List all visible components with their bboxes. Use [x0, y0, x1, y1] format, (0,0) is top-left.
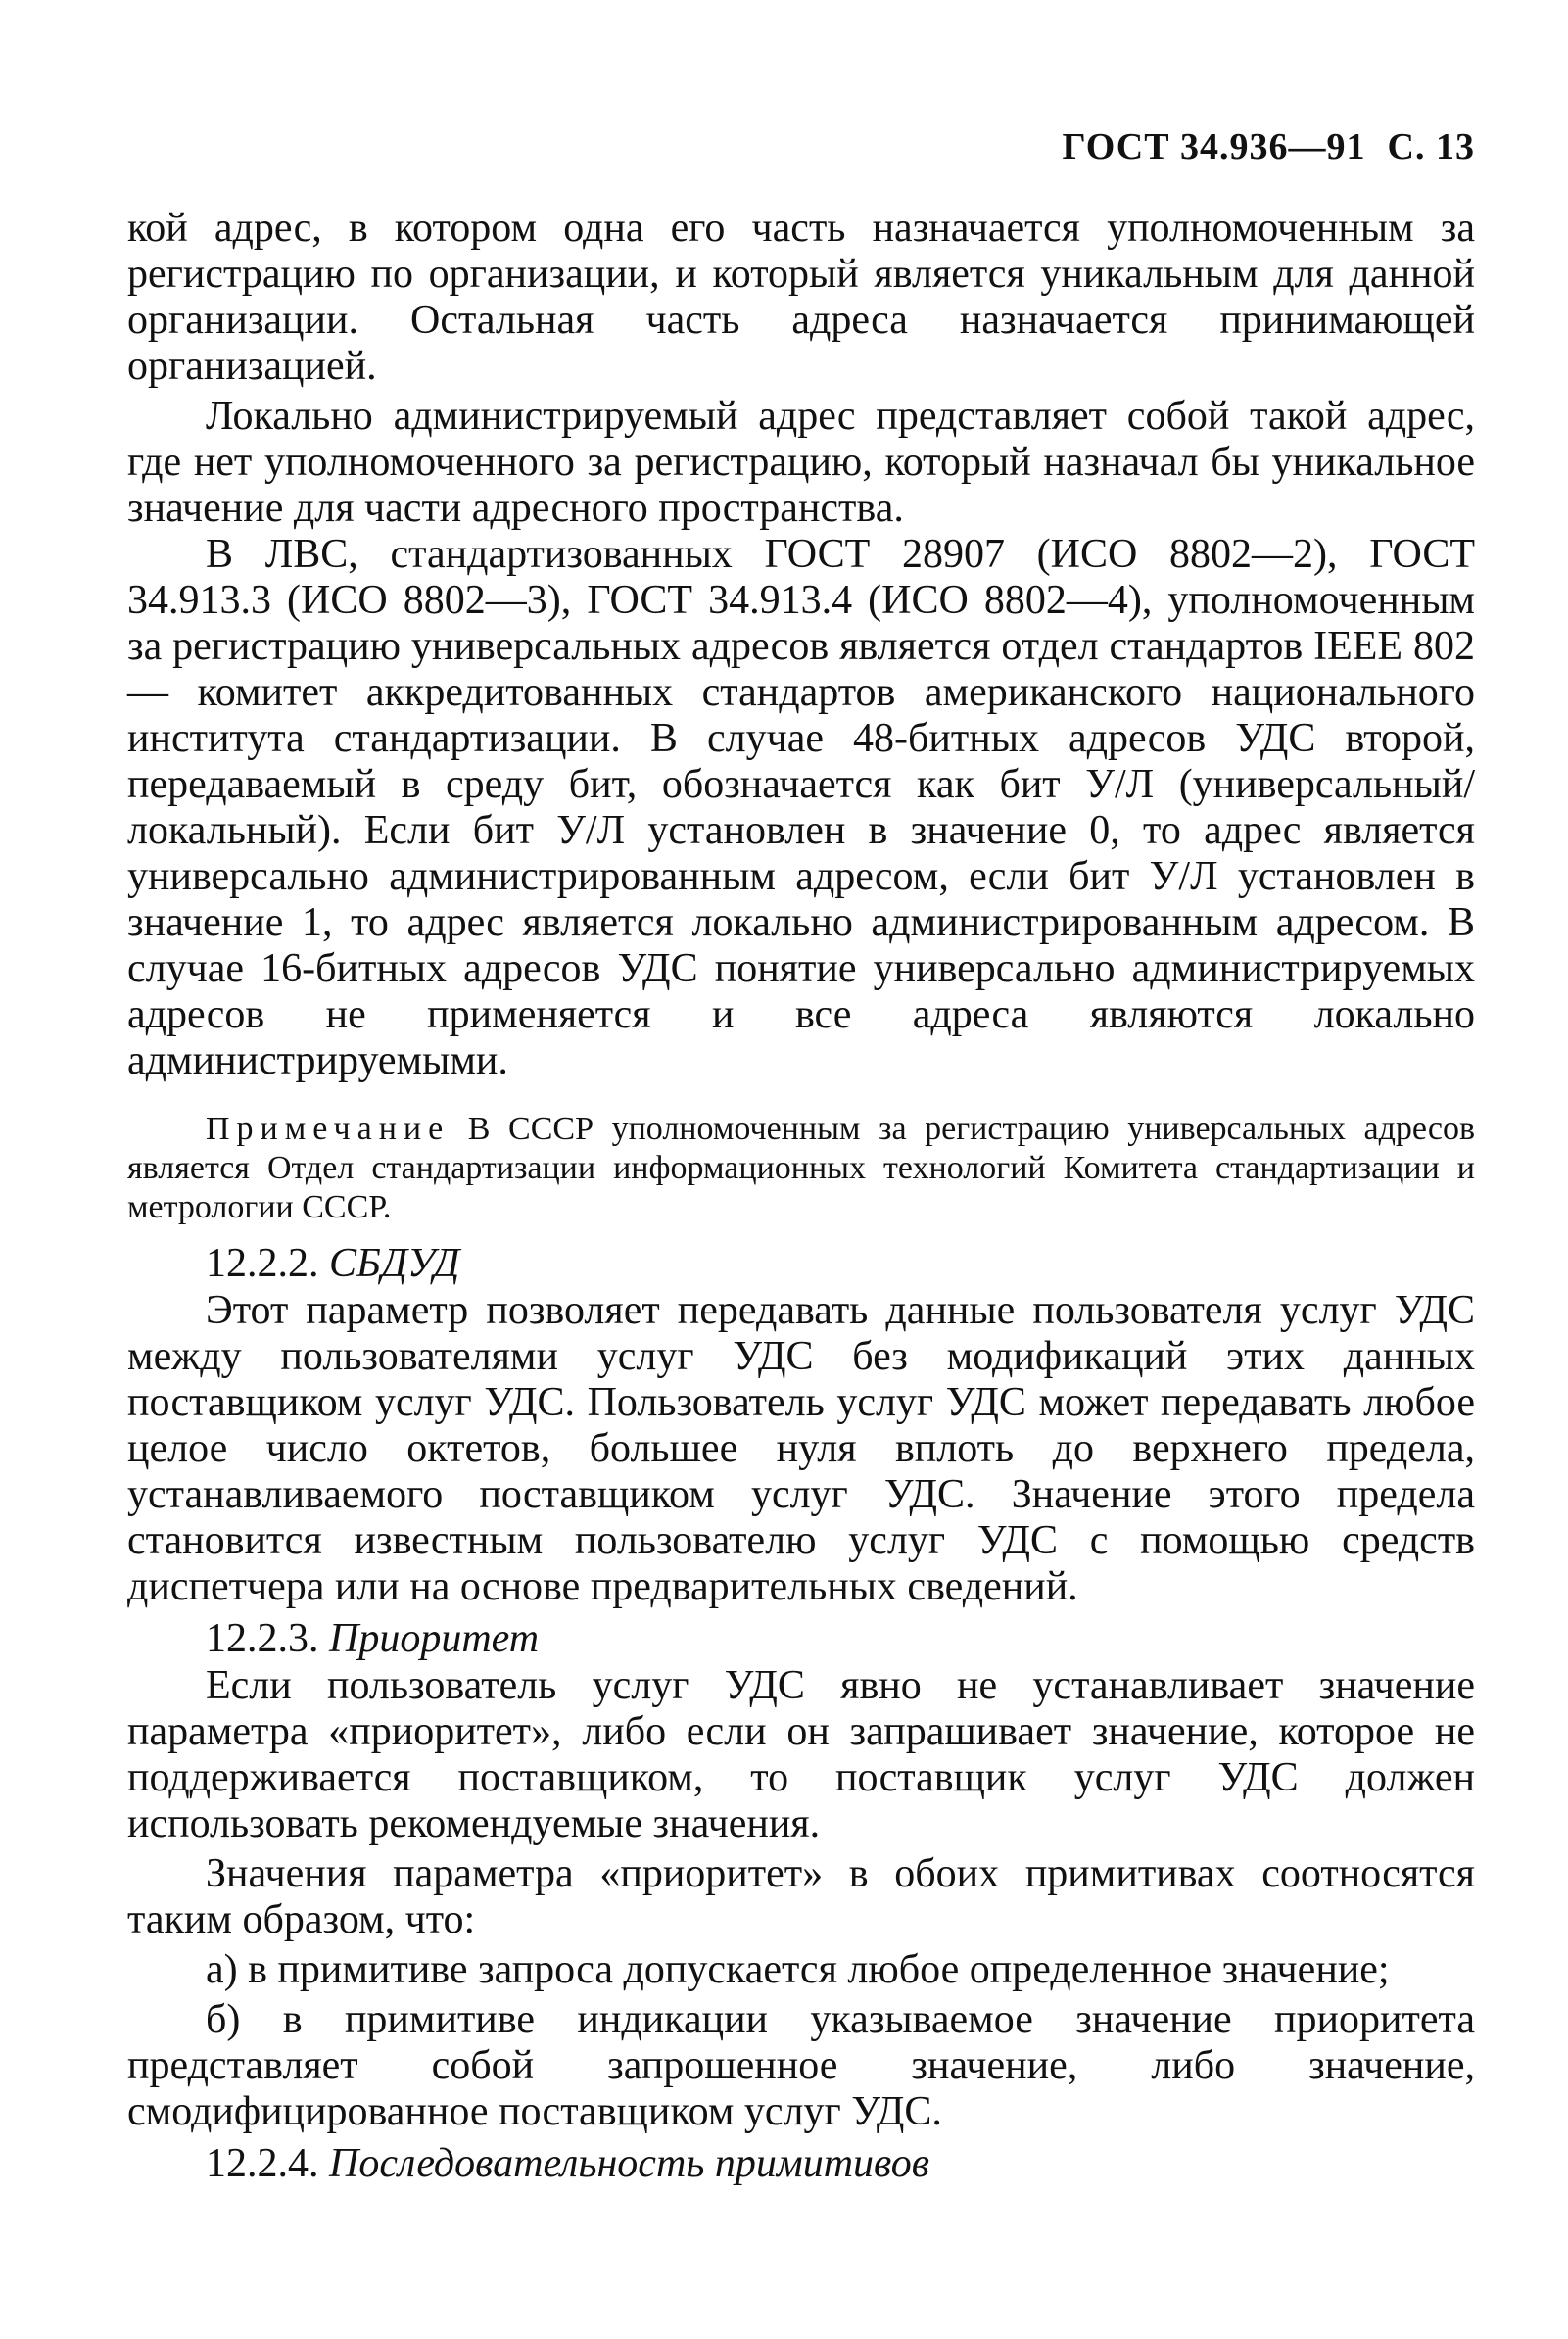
section-heading-12-2-3 [127, 1614, 1475, 1663]
standard-designation: ГОСТ 34.936—91 [1062, 126, 1366, 167]
list-item-b: б) в примитиве индикации указываемое значение приоритета представляет собой запрошенное значение, либо значение, смодифицированное поставщиком услуг УДС. [127, 1997, 1475, 2134]
section-title: СБДУД [329, 1241, 460, 1286]
section-number: 12.2.4. [206, 2141, 319, 2186]
page-number: С. 13 [1387, 126, 1475, 167]
note-text: В СССР уполномоченным за регистрацию универсальных адресов является Отдел стандартизации информационных технологий Комитета стандартизации и метрологии СССР. [127, 1111, 1476, 1225]
page-header [1063, 125, 1476, 168]
note [127, 1110, 1475, 1227]
section-heading-12-2-4 [127, 2139, 1475, 2188]
paragraph-local-address: Локально администрируемый адрес представляет собой такой адрес, где нет уполномоченного за регистрацию, который назначал бы уникальное значение для части адресного пространства. [127, 394, 1475, 531]
note-label: Примечание [206, 1111, 451, 1147]
page-body [127, 206, 1475, 2188]
list-item-a: а) в примитиве запроса допускается любое определенное значение; [206, 1947, 1390, 1992]
paragraph-continuation: кой адрес, в котором одна его часть назначается уполномоченным за регистрацию по организации, и который является уникальным для данной организации. Остальная часть адреса назначается принимающей организацией. [127, 206, 1475, 389]
paragraph-sbdud: Этот параметр позволяет передавать данные пользователя услуг УДС между пользователями услуг УДС без модификаций этих данных поставщиком услуг УДС. Пользователь услуг УДС может передавать любое целое число октетов, большее нуля вплоть до верхнего предела, устанавливаемого поставщиком услуг УДС. Значение этого предела становится известным пользователю услуг УДС с помощью средств диспетчера или на основе предварительных сведений. [127, 1288, 1475, 1609]
paragraph-priority-default: Если пользователь услуг УДС явно не устанавливает значение параметра «приоритет», либо если он запрашивает значение, которое не поддерживается поставщиком, то поставщик услуг УДС должен использовать рекомендуемые значения. [127, 1663, 1475, 1846]
paragraph-lan-standards: В ЛВС, стандартизованных ГОСТ 28907 (ИСО 8802—2), ГОСТ 34.913.3 (ИСО 8802—3), ГОСТ 34.913.4 (ИСО 8802—4), уполномоченным за регистрацию универсальных адресов является отдел стандартов IEEE 802 — комитет аккредитованных стандартов американского национального института стандартизации. В случае 48-битных адресов УДС второй, передаваемый в среду бит, обозначается как бит У/Л (универсальный/локальный). Если бит У/Л установлен в значение 0, то адрес является универсально администрированным адресом, если бит У/Л установлен в значение 1, то адрес является локально администрированным адресом. В случае 16-битных адресов УДС понятие универсально администрируемых адресов не применяется и все адреса являются локально администрируемыми. [127, 532, 1475, 1083]
section-title: Последовательность примитивов [329, 2141, 929, 2186]
section-heading-12-2-2 [127, 1239, 1475, 1288]
section-title: Приоритет [329, 1616, 540, 1661]
paragraph-priority-values: Значения параметра «приоритет» в обоих примитивах соотносятся таким образом, что: [127, 1851, 1475, 1942]
section-number: 12.2.3. [206, 1616, 319, 1661]
section-number: 12.2.2. [206, 1241, 319, 1286]
